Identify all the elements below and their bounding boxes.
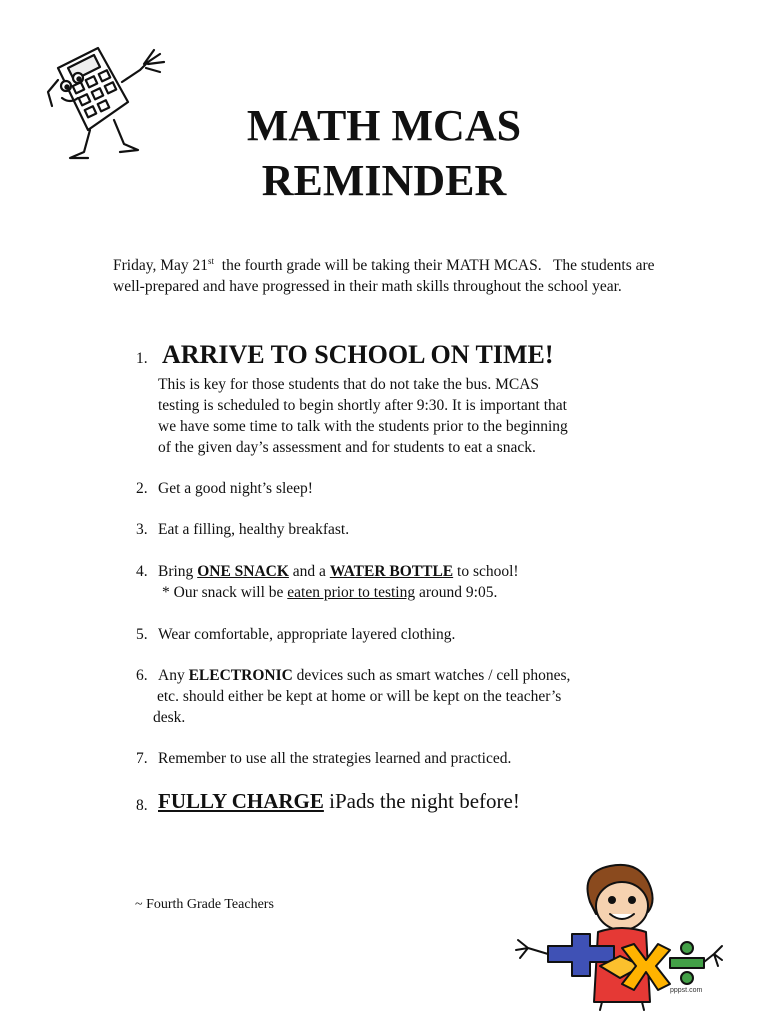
item-1-line-3: we have some time to talk with the students prior to the beginning bbox=[158, 418, 568, 435]
item-number: 4. bbox=[136, 563, 148, 580]
item-4-pre: Bring bbox=[158, 563, 198, 580]
intro-date: Friday, May 21 bbox=[113, 257, 208, 274]
intro-paragraph bbox=[113, 256, 673, 297]
item-4-post: to school! bbox=[453, 563, 519, 580]
item-4-note bbox=[162, 582, 497, 603]
item-4-text bbox=[158, 561, 519, 582]
item-3-text: Eat a filling, healthy breakfast. bbox=[158, 521, 350, 538]
item-4-mid: and a bbox=[288, 563, 330, 580]
signature: ~ Fourth Grade Teachers bbox=[135, 897, 274, 912]
title-line-1: MATH MCAS bbox=[246, 101, 522, 150]
item-6-line-2: etc. should either be kept at home or will be kept on the teacher’s bbox=[157, 688, 562, 705]
item-1-heading: ARRIVE TO SCHOOL ON TIME! bbox=[162, 340, 554, 369]
item-5-text: Wear comfortable, appropriate layered clothing. bbox=[158, 626, 456, 643]
intro-date-suffix: st bbox=[208, 255, 215, 266]
item-7-text: Remember to use all the strategies learned and practiced. bbox=[158, 750, 512, 767]
item-number: 1. bbox=[136, 350, 148, 367]
item-4-note-post: around 9:05. bbox=[415, 584, 498, 601]
item-2-text: Get a good night’s sleep! bbox=[158, 480, 313, 497]
item-number: 2. bbox=[136, 480, 148, 497]
item-1-line-4: of the given day’s assessment and for students to eat a snack. bbox=[158, 439, 536, 456]
item-number: 6. bbox=[136, 667, 148, 684]
item-1-line-2: testing is scheduled to begin shortly after 9:30. It is important that bbox=[158, 397, 567, 414]
title-line-2: REMINDER bbox=[261, 156, 507, 205]
item-number: 3. bbox=[136, 521, 148, 538]
electronic-text: ELECTRONIC bbox=[188, 667, 293, 684]
item-6-line-3: desk. bbox=[153, 709, 186, 726]
item-number: 8. bbox=[136, 797, 148, 814]
item-number: 7. bbox=[136, 750, 148, 767]
item-6-pre: Any bbox=[158, 667, 189, 684]
watermark: pppst.com bbox=[670, 987, 703, 994]
water-bottle-text: WATER BOTTLE bbox=[329, 563, 454, 580]
item-1-line-1: This is key for those students that do not take the bus. MCAS bbox=[158, 376, 540, 393]
item-4-note-underlined: eaten prior to testing bbox=[287, 584, 416, 601]
fully-charge-text: FULLY CHARGE bbox=[158, 789, 324, 813]
page-title bbox=[184, 98, 584, 208]
item-8-text bbox=[158, 791, 520, 812]
calculator-cartoon-image bbox=[44, 40, 168, 170]
one-snack-text: ONE SNACK bbox=[197, 563, 289, 580]
item-4-note-pre: * Our snack will be bbox=[162, 584, 288, 601]
item-number: 5. bbox=[136, 626, 148, 643]
item-8-post: iPads the night before! bbox=[323, 789, 520, 813]
item-6-line-1 bbox=[158, 665, 570, 686]
item-6-post: devices such as smart watches / cell phones, bbox=[292, 667, 571, 684]
intro-text: the fourth grade will be taking their MATH MCAS. The students are well-prepared and have progressed in their math skills throughout the school year. bbox=[113, 257, 659, 295]
